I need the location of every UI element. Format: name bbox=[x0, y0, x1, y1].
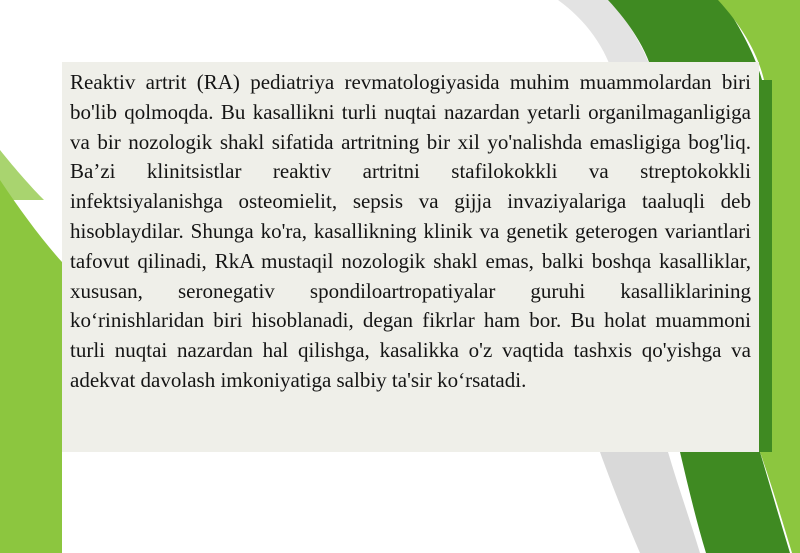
left-light-green-stripe bbox=[0, 180, 62, 553]
left-upper-green-accent bbox=[0, 150, 44, 200]
right-edge-dark-green-strip bbox=[759, 80, 772, 452]
text-box bbox=[62, 62, 759, 452]
body-paragraph: Reaktiv artrit (RA) pediatriya revmatologiyasida muhim muammolardan biri bo'lib qolmoqda. Bu kasallikni turli nuqtai nazardan yetarli organilmaganligiga va bir nozologik shakl sifatida artritning bir xil yo'nalishda emasligiga bog'liq. Ba’zi klinitsistlar reaktiv artritni stafilokokkli va streptokokkli infektsiyalanishga osteomielit, sepsis va gijja invaziyalariga taaluqli deb hisoblaydilar. Shunga ko'ra, kasallikning klinik va genetik geterogen variantlari tafovut qilinadi, RkA mustaqil nozologik shakl emas, balki boshqa kasalliklar, xususan, seronegativ spondiloartropatiyalar guruhi kasalliklarining ko‘rinishlaridan biri hisoblanadi, degan fikrlar ham bor. Bu holat muammoni turli nuqtai nazardan hal qilishga, kasalikka o'z vaqtida tashxis qo'yishga va adekvat davolash imkoniyatiga salbiy ta'sir ko‘rsatadi. bbox=[70, 70, 751, 392]
